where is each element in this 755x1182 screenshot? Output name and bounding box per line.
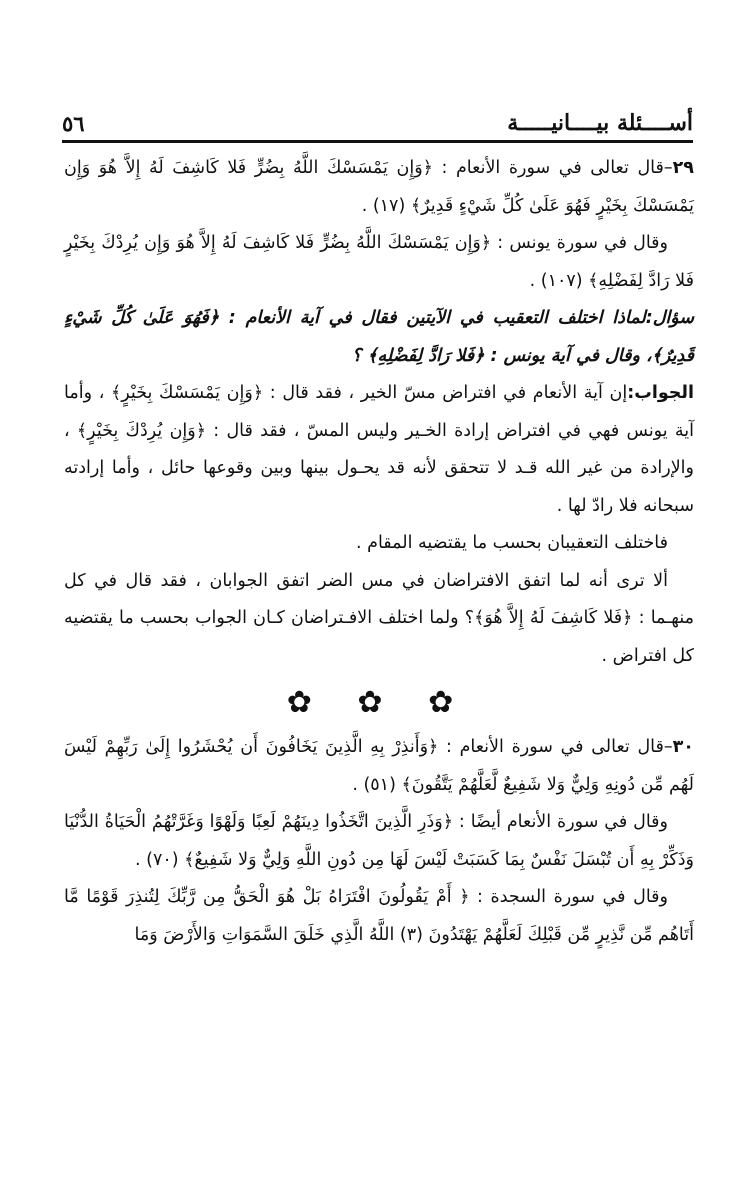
section-divider xyxy=(64,683,694,723)
q29-number: ٢٩ xyxy=(672,158,694,178)
q29-conclusion: فاختلف التعقيبان بحسب ما يقتضيه المقام . xyxy=(355,533,668,553)
q30-text: –قال تعالى في سورة الأنعام : ﴿وَأَنذِرْ بِهِ الَّذِينَ يَخَافُونَ أَن يُحْشَرُوا إِلَىٰ رَبِّهِمْ لَيْسَ لَهُم مِّن دُونِهِ وَلِيٌّ وَلا شَفِيعٌ لَّعَلَّهُمْ يَتَّقُونَ﴾ (٥١) . xyxy=(64,737,694,795)
q29-answer xyxy=(64,375,694,525)
question-label: سؤال: xyxy=(645,308,694,328)
page-body xyxy=(64,150,694,954)
q29-text: –قال تعالى في سورة الأنعام : ﴿وَإِن يَمْسَسْكَ اللَّهُ بِضُرٍّ فَلا كَاشِفَ لَهُ إِلاَّ هُوَ وَإِن يَمْسَسْكَ بِخَيْرٍ فَهُوَ عَلَىٰ كُلِّ شَيْءٍ قَدِيرٌ﴾ (١٧) . xyxy=(64,158,694,216)
q29-question xyxy=(64,300,694,375)
running-title: أســــئلة بيــــانيـــــة xyxy=(507,110,693,136)
q29-comparison: ألا ترى أنه لما اتفق الافتراضان في مس الضر اتفق الجوابان ، فقد قال في كل منهـما : ﴿فَلا كَاشِفَ لَهُ إِلاَّ هُوَ﴾؟ ولما اختلف الافـتراضان كـان الجواب بحسب ما يقتضيه كل افتراض . xyxy=(64,570,694,666)
q30-third-verse: وقال في سورة السجدة : ﴿ أَمْ يَقُولُونَ افْتَرَاهُ بَلْ هُوَ الْحَقُّ مِن رَّبِّكَ لِتُنذِرَ قَوْمًا مَّا أَتَاهُم مِّن نَّذِيرٍ مِّن قَبْلِكَ لَعَلَّهُمْ يَهْتَدُونَ (٣) اللَّهُ الَّذِي خَلَقَ السَّمَوَاتِ وَالأَرْضَ وَمَا xyxy=(64,887,694,945)
q30-paragraph xyxy=(64,729,694,804)
q30-second-verse: وقال في سورة الأنعام أيضًا : ﴿وَذَرِ الَّذِينَ اتَّخَذُوا دِينَهُمْ لَعِبًا وَلَهْوًا وَغَرَّتْهُمُ الْحَيَاةُ الدُّنْيَا وَذَكِّرْ بِهِ أَن تُبْسَلَ نَفْسٌ بِمَا كَسَبَتْ لَيْسَ لَهَا مِن دُونِ اللَّهِ وَلِيٌّ وَلا شَفِيعٌ﴾ (٧٠) . xyxy=(64,812,694,870)
answer-text: إن آية الأنعام في افتراض مسّ الخير ، فقد قال : ﴿وَإِن يَمْسَسْكَ بِخَيْرٍ﴾ ، وأما آية يونس فهي في افتراض إرادة الخـير وليس المسّ ، فقد قال : ﴿وَإِن يُرِدْكَ بِخَيْرٍ﴾ ، والإرادة من غير الله قـد لا تتحقق لأنه قد يحـول بينها وبين وقوعها حائل ، وأما إرادته سبحانه فلا رادّ لها . xyxy=(64,383,694,516)
question-text: لماذا اختلف التعقيب في الآيتين فقال في آية الأنعام : ﴿فَهُوَ عَلَىٰ كُلِّ شَيْءٍ قَدِيرٌ﴾، وقال في آية يونس : ﴿فَلا رَادَّ لِفَضْلِهِ﴾ ؟ xyxy=(64,308,694,366)
page-number: ٥٦ xyxy=(62,111,85,136)
q30-number: ٣٠ xyxy=(672,737,694,757)
answer-label: الجواب: xyxy=(627,383,694,403)
q29-paragraph xyxy=(64,150,694,225)
flower-ornament-icon: ✿ ✿ ✿ xyxy=(286,685,472,720)
q29-second-verse: وقال في سورة يونس : ﴿وَإِن يَمْسَسْكَ اللَّهُ بِضُرٍّ فَلا كَاشِفَ لَهُ إِلاَّ هُوَ وَإِن يُرِدْكَ بِخَيْرٍ فَلا رَادَّ لِفَضْلِهِ﴾ (١٠٧) . xyxy=(64,233,694,291)
page-header xyxy=(62,112,693,143)
